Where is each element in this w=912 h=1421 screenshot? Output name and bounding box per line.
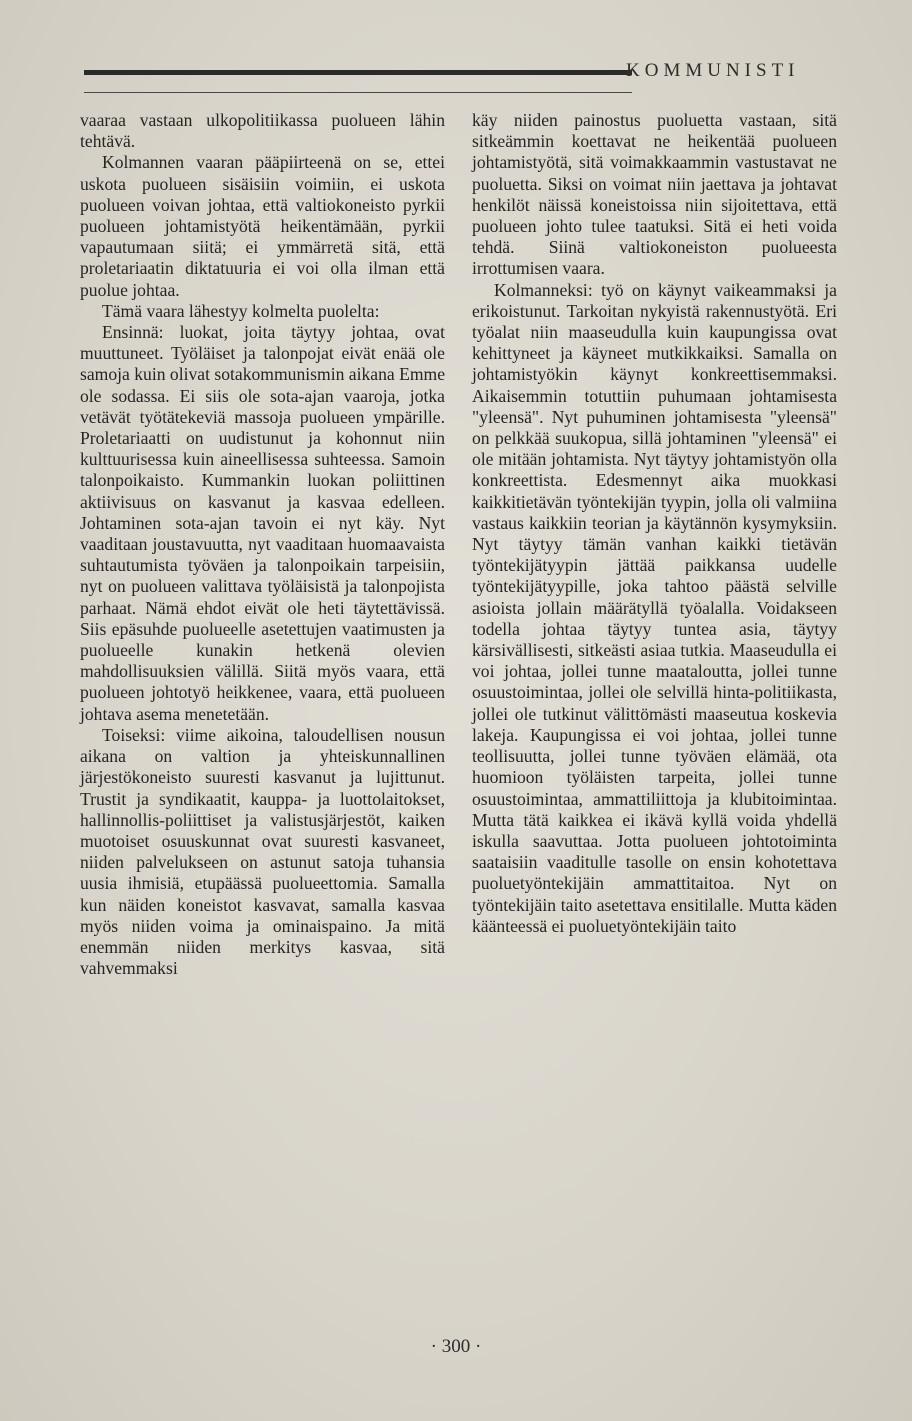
left-text-column bbox=[80, 110, 445, 979]
running-head-title: KOMMUNISTI bbox=[626, 60, 800, 81]
right-text-column bbox=[472, 110, 837, 937]
paragraph: Tämä vaara lähestyy kolmelta puolelta: bbox=[102, 300, 380, 321]
paragraph: Ensinnä: luokat, joita täytyy johtaa, ovat muuttuneet. Työläiset ja talonpojat eivät enää ole samoja kuin olivat sotakommunismin aikana Emme ole sodassa. Ei siis ole sota-ajan vaaroja, jotka vetävät työtätekeviä massoja puolueen ympärille. Proletariaatti on uudistunut ja kohonnut niin kulttuurisessa kuin aineellisessa suhteessa. Samoin talonpoikaisto. Kummankin luokan poliittinen aktiivisuus on kasvanut ja kasvaa edelleen. Johtaminen sota-ajan tavoin ei nyt käy. Nyt vaaditaan joustavuutta, nyt vaaditaan huomaavaista suhtautumista työväen ja talonpoikain tarpeisiin, nyt on puolueen valittava työläisistä ja talonpojista parhaat. Nämä ehdot eivät ole heti täytettävissä. Siis epäsuhde puolueelle asetettujen vaatimusten ja puolueelle kunakin hetkenä olevien mahdollisuuksien välillä. Siitä myös vaara, että puolueen johtotyö heikkenee, vaara, että puolueen johtava asema menetetään. bbox=[80, 322, 446, 724]
page-number: · 300 · bbox=[430, 1336, 482, 1357]
header-rule-thick bbox=[84, 70, 632, 75]
paragraph: Toiseksi: viime aikoina, taloudellisen nousun aikana on valtion ja yhteiskunnallinen järjestökoneisto suuresti kasvanut ja lujittunut. Trustit ja syndikaatit, kauppa- ja luottolaitokset, hallinnollis-poliittiset ja valistusjärjestöt, kaiken muotoiset osuuskunnat ovat suuresti kasvaneet, niiden palvelukseen on astunut satoja tuhansia uusia ihmisiä, etupäässä puolueettomia. Samalla kun näiden koneistot kasvavat, samalla kasvaa myös niiden voima ja ominaispaino. Ja mitä enemmän niiden merkitys kasvaa, sitä vahvemmaksi bbox=[80, 724, 445, 979]
paragraph: Kolmannen vaaran pääpiirteenä on se, ettei uskota puolueen sisäisiin voimiin, ei uskota puolueen voivan johtaa, että valtiokoneisto pyrkii puolueen johtamistyötä heikentämään, pyrkii vapautumaan siitä; ei ymmärretä sitä, että proletariaatin diktatuuria ei voi olla ilman että puolue johtaa. bbox=[80, 152, 445, 300]
header-rule-thin bbox=[84, 92, 632, 93]
paragraph: vaaraa vastaan ulkopolitiikassa puolueen lähin tehtävä. bbox=[80, 110, 445, 152]
paragraph: Kolmanneksi: työ on käynyt vaikeammaksi ja erikoistunut. Tarkoitan nykyistä rakennustyötä. Eri työalat niin maaseudulla kuin kaupungissa ovat kehittyneet ja käyneet mutkikkaiksi. Samalla on johtamistyökin käynyt konkreettisemmaksi. Aikaisemmin totuttiin puhumaan johtamisesta "yleensä". Nyt puhuminen johtamisesta "yleensä" on pelkkää suukopua, sillä johtaminen "yleensä" ei ole mitään johtamista. Nyt täytyy johtamistyön olla konkreettista. Edesmennyt aika muokkasi kaikkitietävän työntekijän tyypin, jolla oli valmiina vastaus kaikkiin teorian ja käytännön kysymyksiin. Nyt täytyy tämän vanhan kaikki tietävän työntekijätyypin jättää paikkansa uudelle työntekijätyypille, joka tahtoo päästä selville asioista jollain määrätyllä työalalla. Voidakseen todella johtaa täytyy tuntea asia, täytyy kärsivällisesti, sitkeästi asiaa tutkia. Maaseudulla ei voi johtaa, jollei tunne maataloutta, jollei tunne osuustoimintaa, jollei ole selvillä hinta-politiikasta, jollei ole tutkinut välittömästi maaseutua koskevia lakeja. Kaupungissa ei voi johtaa, jollei tunne teollisuutta, jollei tunne työväen elämää, ota huomioon työläisten tarpeita, jollei tunne osuustoimintaa, ammattiliittoja ja klubitoimintaa. Mutta tätä kaikkea ei ikävä kyllä voida yhdellä iskulla saavuttaa. Jotta puolueen johtotoiminta saataisiin vaaditulle tasolle on ensin kohotettava puoluetyöntekijäin ammattitaitoa. Nyt on työntekijäin taito asetettava ensitilalle. Mutta käden käänteessä ei puoluetyöntekijäin taito bbox=[472, 279, 837, 936]
paragraph: käy niiden painostus puoluetta vastaan, sitä sitkeämmin koettavat ne heikentää puolueen johtamistyötä, sitä voimakkaammin vastustavat ne puoluetta. Siksi on voimat niin jaettava ja johtavat henkilöt näissä koneistoissa niin sijoitettava, että puolueen johto tulee taatuksi. Sitä ei heti voida tehdä. Siinä valtiokoneiston puolueesta irrottumisen vaara. bbox=[472, 110, 837, 279]
